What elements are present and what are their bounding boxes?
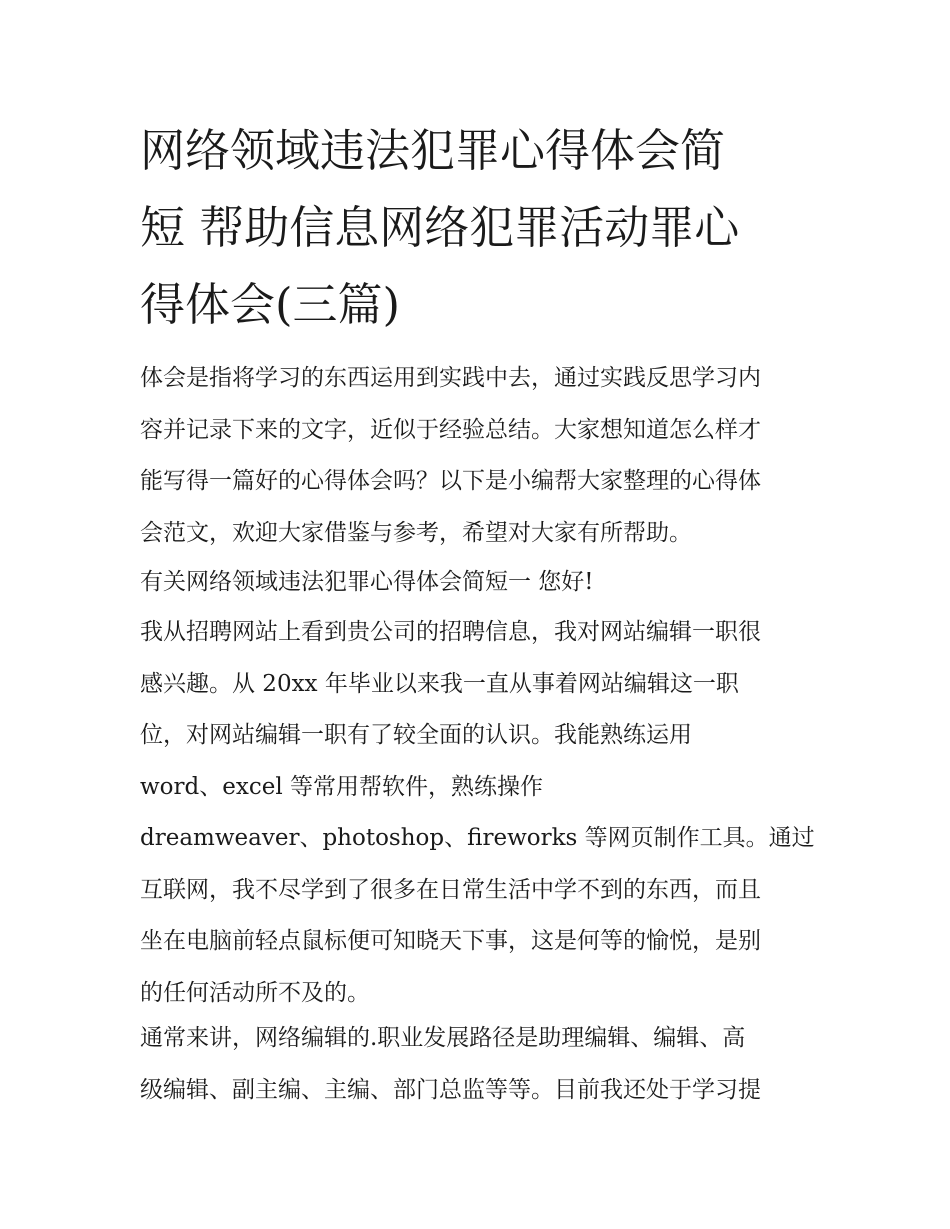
text-line: 互联网，我不尽学到了很多在日常生活中学不到的东西，而且	[140, 876, 761, 903]
document-title	[140, 112, 820, 343]
body-paragraph-1	[140, 607, 830, 1019]
title-line: 网络领域违法犯罪心得体会简	[140, 124, 726, 177]
title-line: 得体会(三篇)	[140, 278, 401, 331]
body-paragraph-2	[140, 1013, 830, 1116]
text-line: word、excel 等常用帮软件，熟练操作	[140, 773, 543, 800]
text-line: 有关网络领域违法犯罪心得体会简短一 您好!	[140, 569, 594, 595]
title-line: 短 帮助信息网络犯罪活动罪心	[140, 201, 740, 254]
text-line: 能写得一篇好的心得体会吗？以下是小编帮大家整理的心得体	[140, 468, 761, 494]
text-line: 通常来讲，网络编辑的.职业发展路径是助理编辑、编辑、高	[140, 1025, 746, 1051]
intro-paragraph	[140, 353, 830, 559]
text-line: dreamweaver、photoshop、fireworks 等网页制作工具。通过	[140, 825, 815, 851]
text-line: 我从招聘网站上看到贵公司的招聘信息，我对网站编辑一职很	[140, 619, 761, 645]
text-line: 体会是指将学习的东西运用到实践中去，通过实践反思学习内	[140, 365, 761, 391]
text-line: 坐在电脑前轻点鼠标便可知晓天下事，这是何等的愉悦，是别	[140, 928, 761, 954]
text-line: 会范文，欢迎大家借鉴与参考，希望对大家有所帮助。	[140, 519, 692, 546]
text-line: 级编辑、副主编、主编、部门总监等等。目前我还处于学习提	[140, 1076, 761, 1103]
text-line: 感兴趣。从 20xx 年毕业以来我一直从事着网站编辑这一职	[140, 670, 739, 697]
section-heading	[140, 557, 830, 609]
text-line: 的任何活动所不及的。	[140, 979, 370, 1006]
text-line: 容并记录下来的文字，近似于经验总结。大家想知道怎么样才	[140, 416, 761, 443]
text-line: 位，对网站编辑一职有了较全面的认识。我能熟练运用	[140, 722, 692, 748]
